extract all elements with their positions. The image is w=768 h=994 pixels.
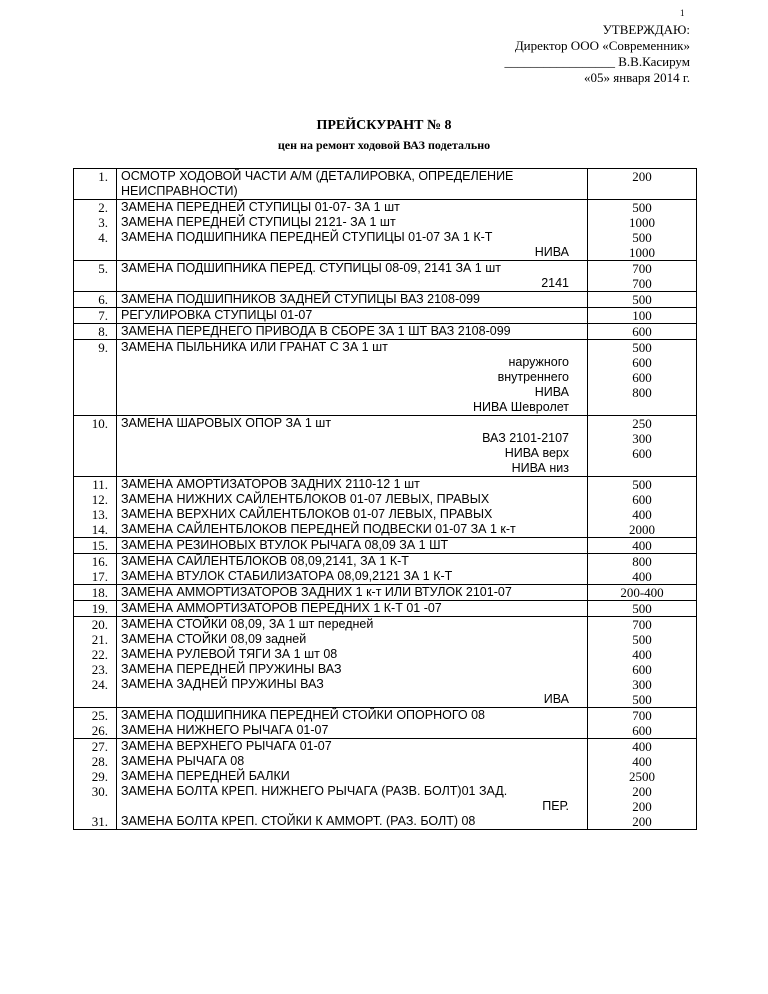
table-row bbox=[74, 169, 697, 200]
row-number: 15. bbox=[74, 538, 117, 554]
row-number: 27. 28. 29. 30. 31. bbox=[74, 739, 117, 830]
service-description: ЗАМЕНА ПОДШИПНИКА ПЕРЕДНЕЙ СТОЙКИ ОПОРНОГО 08 ЗАМЕНА НИЖНЕГО РЫЧАГА 01-07 bbox=[117, 708, 588, 739]
service-description: ЗАМЕНА АММОРТИЗАТОРОВ ПЕРЕДНИХ 1 К-Т 01 -07 bbox=[117, 601, 588, 617]
service-price: 800 400 bbox=[588, 554, 697, 585]
row-number: 9. bbox=[74, 340, 117, 416]
table-row bbox=[74, 739, 697, 830]
service-description: ЗАМЕНА САЙЛЕНТБЛОКОВ 08,09,2141, ЗА 1 К-Т ЗАМЕНА ВТУЛОК СТАБИЛИЗАТОРА 08,09,2121 ЗА 1 К-Т bbox=[117, 554, 588, 585]
service-price: 700 600 bbox=[588, 708, 697, 739]
approval-signature: _________________ В.В.Касирум bbox=[504, 54, 690, 69]
service-description: ЗАМЕНА РЕЗИНОВЫХ ВТУЛОК РЫЧАГА 08,09 ЗА 1 ШТ bbox=[117, 538, 588, 554]
row-number: 8. bbox=[74, 324, 117, 340]
service-description: ЗАМЕНА СТОЙКИ 08,09, ЗА 1 шт передней ЗАМЕНА СТОЙКИ 08,09 задней ЗАМЕНА РУЛЕВОЙ ТЯГИ ЗА 1 шт 08 ЗАМЕНА ПЕРЕДНЕЙ ПРУЖИНЫ ВАЗ ЗАМЕНА ЗАДНЕЙ ПРУЖИНЫ ВАЗ ИВА bbox=[117, 617, 588, 708]
service-price: 400 400 2500 200 200 200 bbox=[588, 739, 697, 830]
table-row bbox=[74, 617, 697, 708]
service-price: 250 300 600 bbox=[588, 416, 697, 477]
service-description: ЗАМЕНА ВЕРХНЕГО РЫЧАГА 01-07 ЗАМЕНА РЫЧАГА 08 ЗАМЕНА ПЕРЕДНЕЙ БАЛКИ ЗАМЕНА БОЛТА КРЕП. НИЖНЕГО РЫЧАГА (РАЗВ. БОЛТ)01 ЗАД. ПЕР. ЗАМЕНА БОЛТА КРЕП. СТОЙКИ К АММОРТ. (РАЗ. БОЛТ) 08 bbox=[117, 739, 588, 830]
service-price: 600 bbox=[588, 324, 697, 340]
service-price: 500 1000 500 1000 bbox=[588, 200, 697, 261]
service-description: ЗАМЕНА ПЕРЕДНЕЙ СТУПИЦЫ 01-07- ЗА 1 шт ЗАМЕНА ПЕРЕДНЕЙ СТУПИЦЫ 2121- ЗА 1 шт ЗАМЕНА ПОДШИПНИКА ПЕРЕДНЕЙ СТУПИЦЫ 01-07 ЗА 1 К-Т НИВА bbox=[117, 200, 588, 261]
service-price: 500 600 400 2000 bbox=[588, 477, 697, 538]
approval-position: Директор ООО «Современник» bbox=[514, 38, 690, 53]
service-description: ЗАМЕНА АММОРТИЗАТОРОВ ЗАДНИХ 1 к-т ИЛИ ВТУЛОК 2101-07 bbox=[117, 585, 588, 601]
table-row bbox=[74, 585, 697, 601]
approval-title: УТВЕРЖДАЮ: bbox=[602, 22, 690, 37]
table-row bbox=[74, 708, 697, 739]
row-number: 11. 12. 13. 14. bbox=[74, 477, 117, 538]
service-description: ЗАМЕНА ПОДШИПНИКОВ ЗАДНЕЙ СТУПИЦЫ ВАЗ 2108-099 bbox=[117, 292, 588, 308]
service-description: ЗАМЕНА ШАРОВЫХ ОПОР ЗА 1 шт ВАЗ 2101-2107 НИВА верх НИВА низ bbox=[117, 416, 588, 477]
row-number: 16. 17. bbox=[74, 554, 117, 585]
service-price: 500 600 600 800 bbox=[588, 340, 697, 416]
service-description: ЗАМЕНА ПОДШИПНИКА ПЕРЕД. СТУПИЦЫ 08-09, 2141 ЗА 1 шт 2141 bbox=[117, 261, 588, 292]
table-row bbox=[74, 324, 697, 340]
row-number: 25. 26. bbox=[74, 708, 117, 739]
row-number: 20. 21. 22. 23. 24. bbox=[74, 617, 117, 708]
service-description: ЗАМЕНА ПЕРЕДНЕГО ПРИВОДА В СБОРЕ ЗА 1 ШТ ВАЗ 2108-099 bbox=[117, 324, 588, 340]
service-description: РЕГУЛИРОВКА СТУПИЦЫ 01-07 bbox=[117, 308, 588, 324]
row-number: 10. bbox=[74, 416, 117, 477]
service-price: 500 bbox=[588, 292, 697, 308]
service-price: 700 700 bbox=[588, 261, 697, 292]
table-row bbox=[74, 292, 697, 308]
row-number: 18. bbox=[74, 585, 117, 601]
row-number: 19. bbox=[74, 601, 117, 617]
approval-block bbox=[505, 22, 690, 86]
table-row bbox=[74, 554, 697, 585]
table-row bbox=[74, 601, 697, 617]
service-description: ЗАМЕНА ПЫЛЬНИКА ИЛИ ГРАНАТ С ЗА 1 шт наружного внутреннего НИВА НИВА Шевролет bbox=[117, 340, 588, 416]
row-number: 1. bbox=[74, 169, 117, 200]
price-table bbox=[73, 168, 697, 830]
service-description: ЗАМЕНА АМОРТИЗАТОРОВ ЗАДНИХ 2110-12 1 шт ЗАМЕНА НИЖНИХ САЙЛЕНТБЛОКОВ 01-07 ЛЕВЫХ, ПРАВЫХ ЗАМЕНА ВЕРХНИХ САЙЛЕНТБЛОКОВ 01-07 ЛЕВЫХ, ПРАВЫХ ЗАМЕНА САЙЛЕНТБЛОКОВ ПЕРЕДНЕЙ ПОДВЕСКИ 01-07 ЗА 1 к-т bbox=[117, 477, 588, 538]
service-description: ОСМОТР ХОДОВОЙ ЧАСТИ А/М (ДЕТАЛИРОВКА, ОПРЕДЕЛЕНИЕ НЕИСПРАВНОСТИ) bbox=[117, 169, 588, 200]
page-number: 1 bbox=[680, 8, 685, 18]
table-row bbox=[74, 261, 697, 292]
table-row bbox=[74, 477, 697, 538]
table-row bbox=[74, 308, 697, 324]
row-number: 6. bbox=[74, 292, 117, 308]
document-subtitle: цен на ремонт ходовой ВАЗ подетально bbox=[277, 138, 491, 152]
table-row bbox=[74, 416, 697, 477]
service-price: 400 bbox=[588, 538, 697, 554]
document-title: ПРЕЙСКУРАНТ № 8 bbox=[316, 118, 452, 133]
row-number: 7. bbox=[74, 308, 117, 324]
row-number: 2. 3. 4. bbox=[74, 200, 117, 261]
table-row bbox=[74, 538, 697, 554]
table-row bbox=[74, 200, 697, 261]
approval-date: «05» января 2014 г. bbox=[583, 70, 690, 85]
row-number: 5. bbox=[74, 261, 117, 292]
service-price: 700 500 400 600 300 500 bbox=[588, 617, 697, 708]
service-price: 100 bbox=[588, 308, 697, 324]
table-row bbox=[74, 340, 697, 416]
service-price: 200 bbox=[588, 169, 697, 200]
service-price: 500 bbox=[588, 601, 697, 617]
service-price: 200-400 bbox=[588, 585, 697, 601]
